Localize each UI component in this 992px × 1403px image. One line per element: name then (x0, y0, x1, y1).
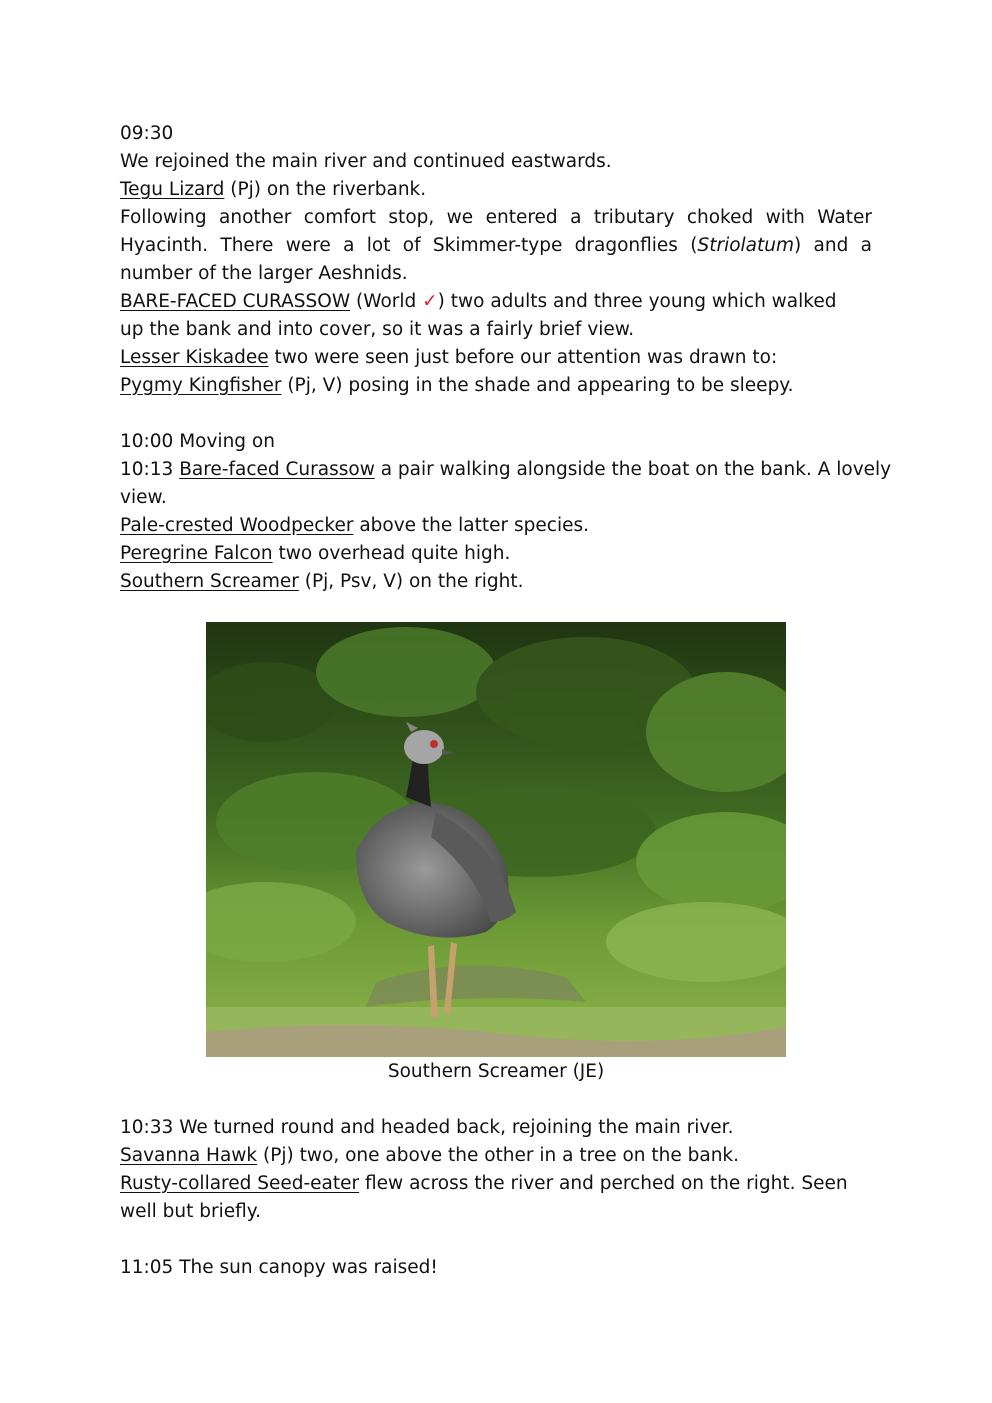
sighting-bare-faced-curassow-2 (120, 456, 891, 484)
species-name: BARE-FACED CURASSOW (120, 291, 351, 312)
time-1033: 10:33 We turned round and headed back, rejoining the main river. (120, 1117, 734, 1138)
species-name: Southern Screamer (120, 571, 299, 592)
time-stamp: 10:13 (120, 459, 180, 480)
text-line: view. (120, 487, 167, 508)
species-name: Lesser Kiskadee (120, 347, 269, 368)
sighting-note: flew across the river and perched on the right. Seen (359, 1173, 848, 1194)
species-name: Bare-faced Curassow (179, 459, 375, 480)
species-name: Savanna Hawk (120, 1145, 258, 1166)
time-1105: 11:05 The sun canopy was raised! (120, 1257, 438, 1278)
sighting-note: (Pj) on the riverbank. (224, 179, 427, 200)
text-line: number of the larger Aeshnids. (120, 263, 408, 284)
sighting-note: two were seen just before our attention was drawn to: (268, 347, 778, 368)
species-name: Tegu Lizard (120, 179, 225, 200)
species-name: Rusty-collared Seed-eater (120, 1173, 360, 1194)
text-segment: ) and a (794, 235, 872, 256)
sighting-pale-crested-woodpecker (120, 512, 589, 540)
text-line: up the bank and into cover, so it was a fairly brief view. (120, 319, 635, 340)
text-segment: Hyacinth. There were a lot of Skimmer-type dragonflies ( (120, 235, 698, 256)
southern-screamer-photo (206, 622, 786, 1057)
species-name: Pale-crested Woodpecker (120, 515, 354, 536)
text-segment: ) two adults and three young which walked (437, 291, 837, 312)
sighting-rusty-collared-seed-eater (120, 1170, 848, 1198)
sighting-bare-faced-curassow (120, 288, 836, 316)
text-line (120, 232, 872, 260)
sighting-peregrine-falcon (120, 540, 510, 568)
text-line: Following another comfort stop, we entered a tributary choked with Water (120, 207, 872, 228)
sighting-note: two overhead quite high. (272, 543, 511, 564)
species-name: Pygmy Kingfisher (120, 375, 282, 396)
sighting-note: (Pj, Psv, V) on the right. (298, 571, 524, 592)
species-name: Peregrine Falcon (120, 543, 273, 564)
sighting-note: a pair walking alongside the boat on the bank. A lovely (374, 459, 892, 480)
text-segment: (World (350, 291, 423, 312)
text-line: We rejoined the main river and continued eastwards. (120, 151, 612, 172)
sighting-southern-screamer (120, 568, 524, 596)
photo-illustration (206, 622, 786, 1057)
text-line: well but briefly. (120, 1201, 261, 1222)
italic-term: Striolatum (697, 235, 795, 256)
photo-caption: Southern Screamer (JE) (387, 1061, 605, 1082)
sighting-pygmy-kingfisher (120, 372, 794, 400)
sighting-note: (Pj, V) posing in the shade and appearing to be sleepy. (281, 375, 794, 396)
tick-icon: ✓ (422, 291, 438, 312)
sighting-note: above the latter species. (353, 515, 589, 536)
sighting-note: (Pj) two, one above the other in a tree on the bank. (257, 1145, 740, 1166)
sighting-tegu (120, 176, 426, 204)
time-0930: 09:30 (120, 123, 174, 144)
sighting-savanna-hawk (120, 1142, 739, 1170)
sighting-lesser-kiskadee (120, 344, 777, 372)
time-1000: 10:00 Moving on (120, 431, 275, 452)
